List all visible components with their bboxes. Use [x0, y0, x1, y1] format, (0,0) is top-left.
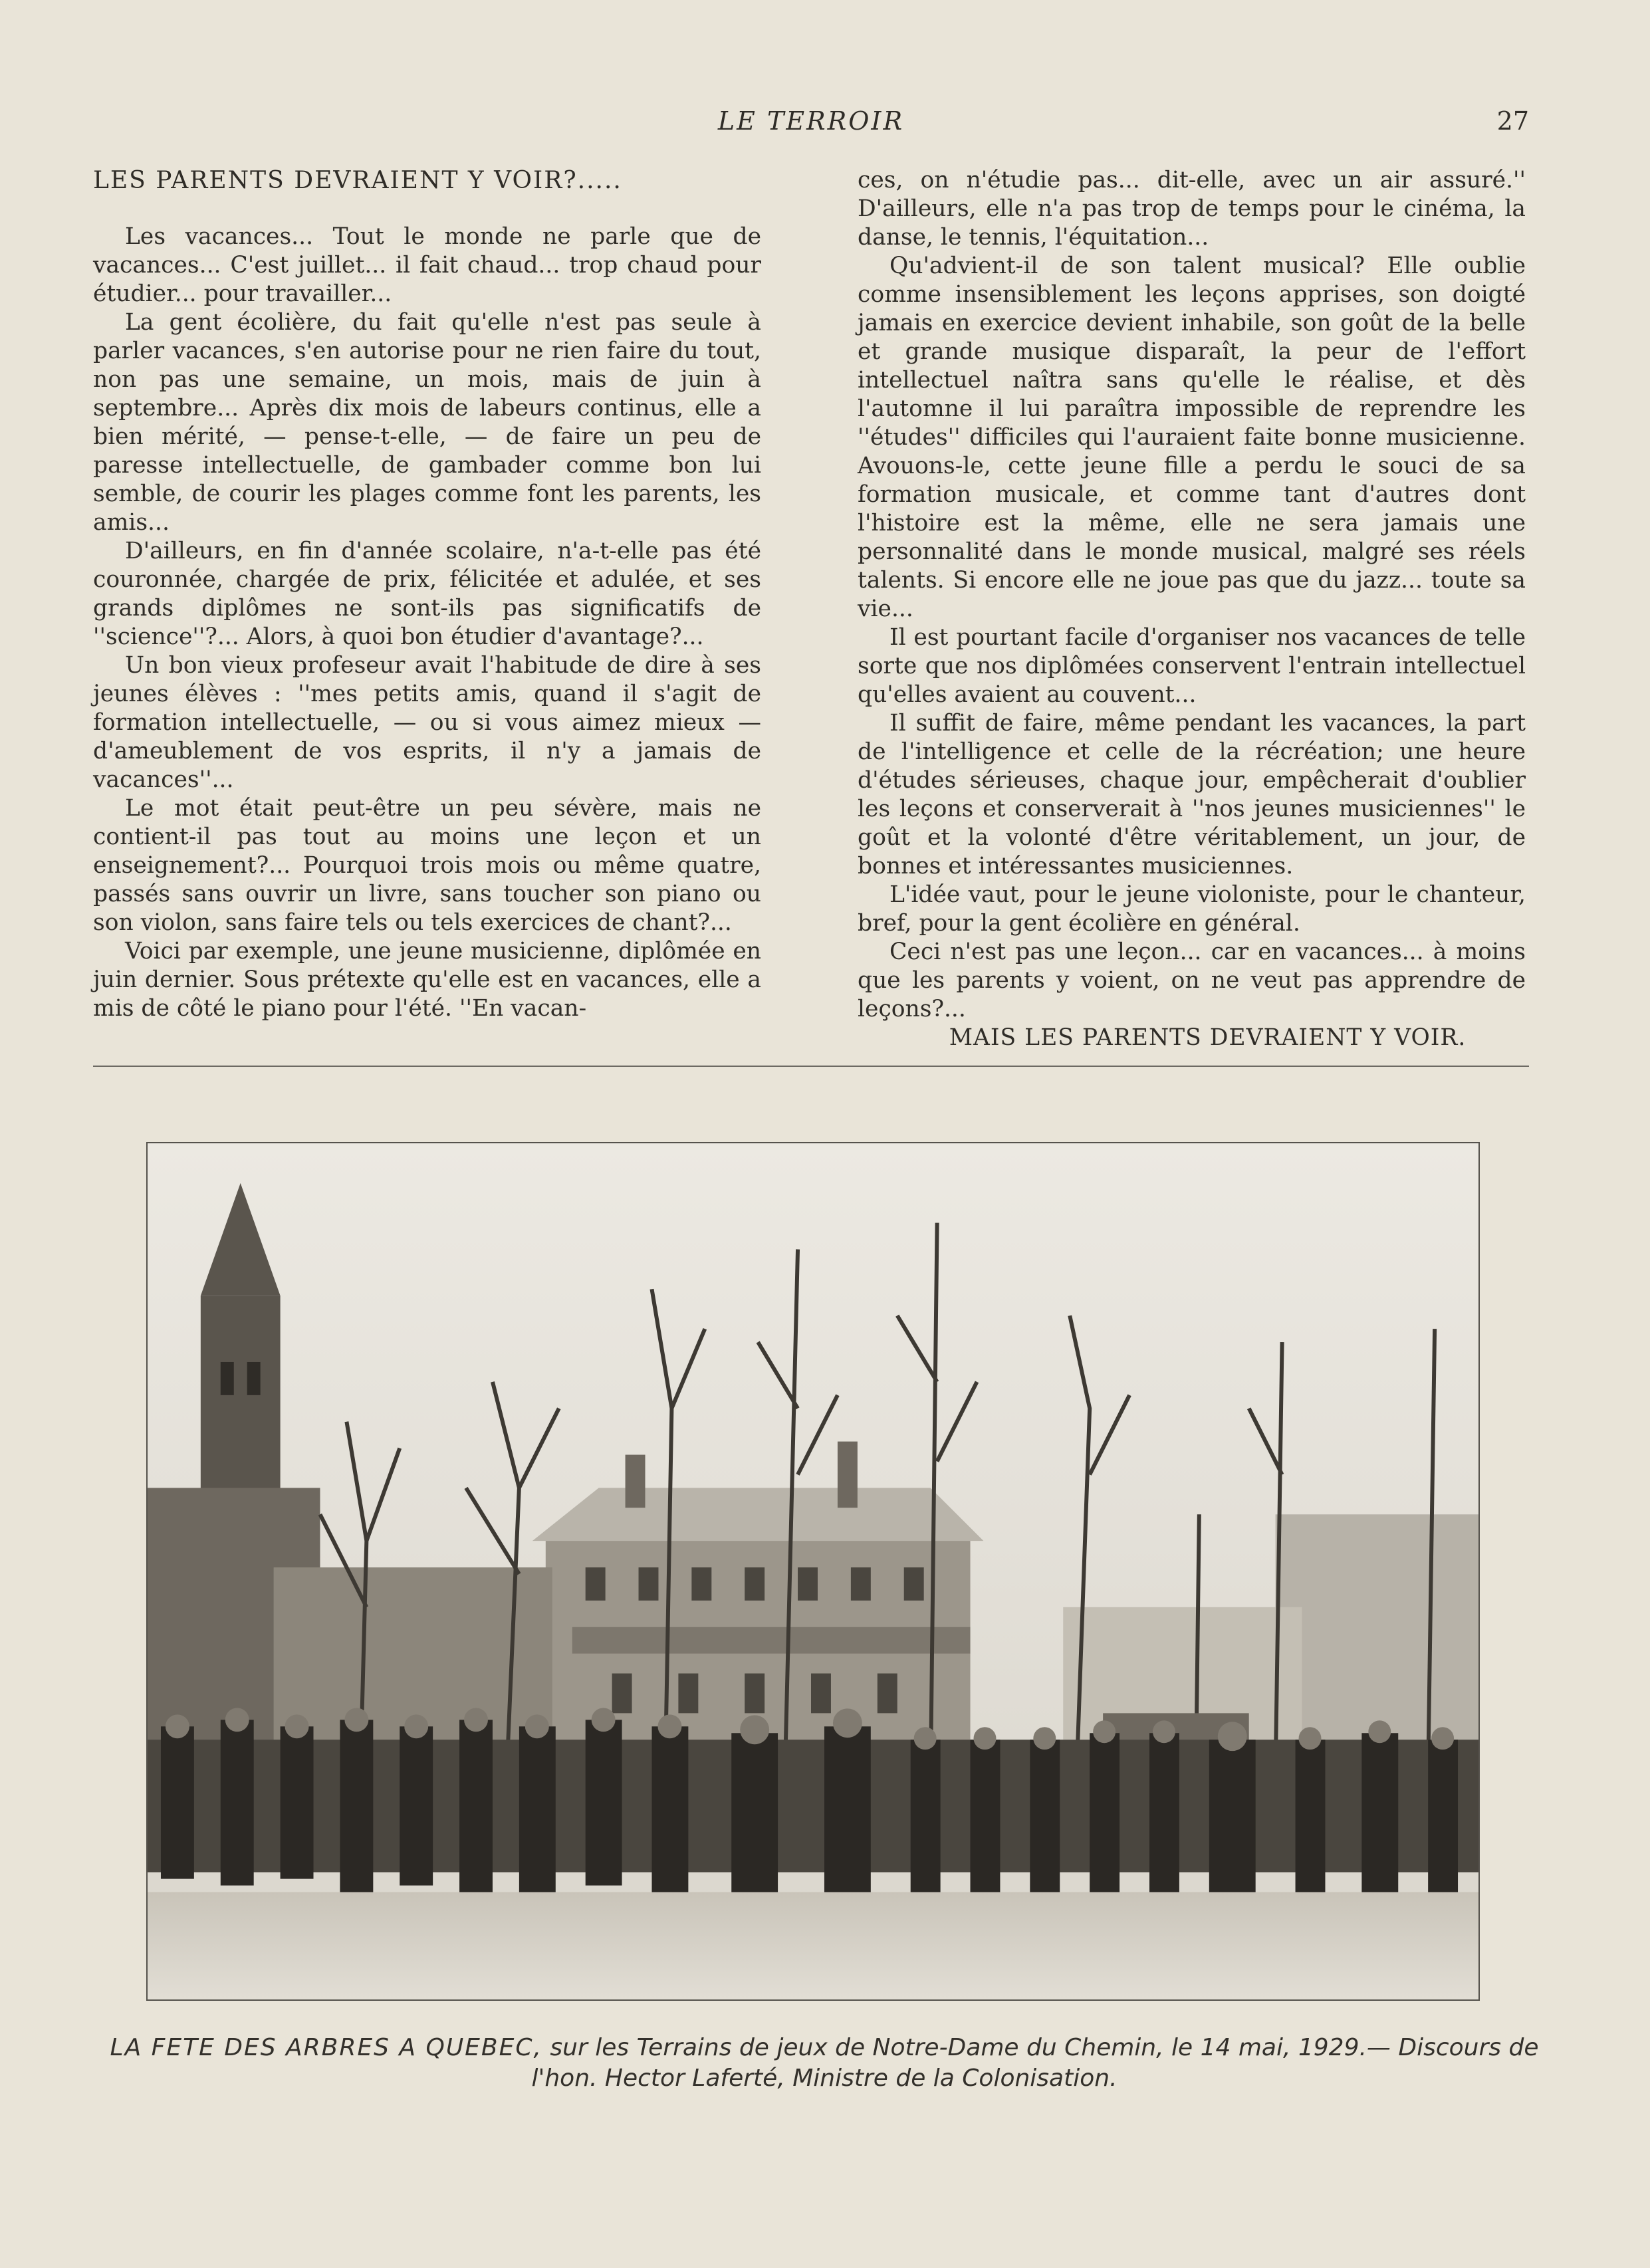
paragraph: Ceci n'est pas une leçon... car en vacances... à moins que les parents y voient, on ne veut pas apprendre de leçons?... [858, 939, 1526, 1022]
paragraph: Un bon vieux profeseur avait l'habitude de dire à ses jeunes élèves : ''mes petits amis, quand il s'agit de formation intellectuelle, — ou si vous aimez mieux — d'ameublement de vos esprits, il n'y a jamais de vacances''... [93, 652, 761, 793]
paragraph: Les vacances... Tout le monde ne parle que de vacances... C'est juillet... il fait chaud... trop chaud pour étudier... pour travailler... [93, 223, 761, 307]
photo-caption [106, 2033, 1542, 2094]
photo-illustration [148, 1143, 1478, 1999]
paragraph: La gent écolière, du fait qu'elle n'est pas seule à parler vacances, s'en autorise pour ne rien faire du tout, non pas une semaine, un mois, mais de juin à septembre... Après dix mois de labeurs continus, elle a bien mérité, — pense-t-elle, — de faire un peu de paresse intellectuelle, de gambader comme bon lui semble, de courir les plages comme font les parents, les amis... [93, 309, 761, 536]
running-header [93, 106, 1529, 146]
paragraph: Il suffit de faire, même pendant les vacances, la part de l'intelligence et celle de la récréation; une heure d'études sérieuses, chaque jour, empêcherait d'oublier les leçons et conserverait à ''nos jeunes musiciennes'' le goût et la volonté d'être véritablement, un jour, de bonnes et intéressantes musiciennes. [858, 710, 1526, 879]
paragraph: D'ailleurs, en fin d'année scolaire, n'a-t-elle pas été couronnée, chargée de prix, félicitée et adulée, et ses grands diplômes ne sont-ils pas significatifs de ''science''?... Alors, à quoi bon étudier d'avantage?... [93, 538, 761, 650]
article-column-right [858, 166, 1526, 1052]
paragraph: Le mot était peut-être un peu sévère, mais ne contient-il pas tout au moins une leçon et un enseignement?... Pourquoi trois mois ou même quatre, passés sans ouvrir un livre, sans toucher son piano ou son violon, sans faire tels ou tels exercices de chant?... [93, 795, 761, 936]
journal-title: LE TERROIR [717, 106, 905, 136]
article-heading: LES PARENTS DEVRAIENT Y VOIR?..... [93, 167, 622, 194]
caption-text: sur les Terrains de jeux de Notre-Dame du Chemin, le 14 mai, 1929.— Discours de l'hon. Hector Laferté, Ministre de la Colonisation. [531, 2034, 1539, 2092]
paragraph: Il est pourtant facile d'organiser nos vacances de telle sorte que nos diplômées conservent l'entrain intellectuel qu'elles avaient au couvent... [858, 624, 1526, 708]
page-number: 27 [1496, 106, 1529, 136]
section-divider [93, 1066, 1529, 1067]
paragraph-continuation: ces, on n'étudie pas... dit-elle, avec un air assuré.'' D'ailleurs, elle n'a pas trop de temps pour le cinéma, la danse, le tennis, l'équitation... [858, 167, 1526, 251]
article-column-left [93, 166, 761, 1023]
closing-line: MAIS LES PARENTS DEVRAIENT Y VOIR. [949, 1024, 1467, 1051]
photograph [146, 1142, 1480, 2001]
paragraph: L'idée vaut, pour le jeune violoniste, pour le chanteur, bref, pour la gent écolière en général. [858, 881, 1526, 937]
paragraph: Voici par exemple, une jeune musicienne, diplômée en juin dernier. Sous prétexte qu'elle est en vacances, elle a mis de côté le piano pour l'été. ''En vacan- [93, 938, 761, 1022]
paragraph: Qu'advient-il de son talent musical? Elle oublie comme insensiblement les leçons apprises, son doigté jamais en exercice devient inhabile, son goût de la belle et grande musique disparaît, la peur de l'effort intellectuel naîtra sans qu'elle le réalise, et dès l'automne il lui paraîtra impossible de reprendre les ''études'' difficiles qui l'auraient faite bonne musicienne. Avouons-le, cette jeune fille a perdu le souci de sa formation musicale, et comme tant d'autres dont l'histoire est la même, elle ne sera jamais une personnalité dans le monde musical, malgré ses réels talents. Si encore elle ne joue pas que du jazz... toute sa vie... [858, 253, 1526, 622]
caption-title: LA FETE DES ARBRES A QUEBEC, [110, 2034, 542, 2061]
